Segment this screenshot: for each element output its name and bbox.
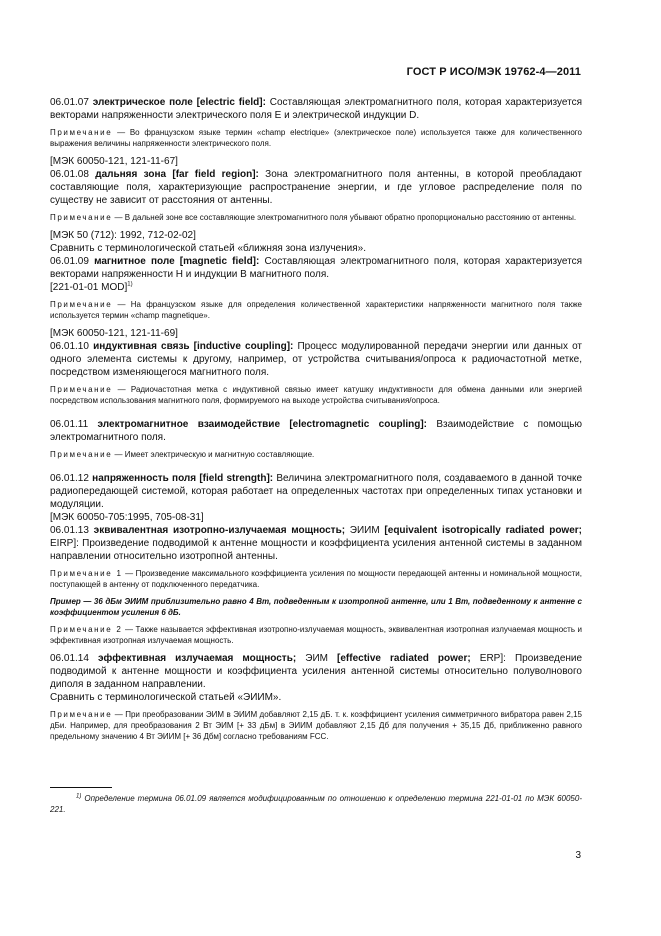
term-entry-06-01-10: [50, 340, 582, 379]
term-number: 06.01.14: [50, 653, 89, 664]
note-text: — При преобразовании ЭИМ в ЭИИМ добавляют 2,15 дБ. т. к. коэффициент усиления симметричного вибратора равен 2,15 дБи. Например, для преобразования 2 Вт ЭИМ [+ 33 дБм] в ЭИИМ добавляют 2,15 Дб для получения + 35,15 Дб, приближенно равного предельному значению 4 Вт ЭИИМ [+ 36 Дбм] согласно требованиям FCC.: [50, 710, 582, 741]
term-name-english: [effective radiated power;: [337, 653, 471, 664]
note-text: — На французском языке для определения количественной характеристики напряженности магнитного поля также используется термин «champ magnetique».: [50, 300, 582, 320]
term-entry-06-01-12: [50, 472, 582, 511]
term-definition: Взаимодействие с помощью электромагнитного поля.: [50, 419, 583, 443]
note-label: Примечание: [50, 450, 113, 459]
term-see-also: Сравнить с терминологической статьей «ближняя зона излучения».: [50, 243, 366, 254]
term-note: [50, 127, 582, 149]
note-label: Примечание: [50, 213, 113, 222]
term-name: электрическое поле [electric field]:: [92, 97, 266, 108]
term-name: индуктивная связь [inductive coupling]:: [93, 341, 294, 352]
term-definition: Величина электромагнитного поля, создаваемого в данной точке радиопередающей системой, которая работает на определенных частотах при определенных типах установки и модуляции.: [50, 473, 583, 510]
note-text: — Произведение максимального коэффициента усиления по мощности передающей антенны и номинальной мощности, поступающей в антенну от подключенного передатчика.: [50, 569, 582, 589]
term-reference: [50, 281, 582, 294]
footnote-divider: [50, 787, 112, 788]
term-number: 06.01.12: [50, 473, 89, 484]
term-entry-06-01-07: [50, 96, 582, 122]
term-source: [МЭК 50 (712): 1992, 712-02-02]: [50, 230, 196, 241]
note-text: — Также называется эффективная изотропно-излучаемая мощность, эквивалентная изотропная излучаемая мощность и эффективная изотропная излучаемая мощность.: [50, 625, 582, 645]
term-abbreviation-english: EIRP]:: [50, 538, 79, 549]
note-label: Примечание: [50, 300, 113, 309]
term-number: 06.01.09: [50, 256, 89, 267]
term-definition: Процесс модулированной передачи энергии или данных от одного элемента системы к другому, например, от устройства считывания/опроса к радиочастотной метке, посредством изменяющегося магнитного поля.: [50, 341, 583, 378]
footnote-marker: 1): [76, 793, 82, 800]
term-name: дальняя зона [far field region]:: [95, 169, 259, 180]
term-entry-06-01-09: [50, 255, 582, 281]
terms-content: [50, 96, 582, 748]
term-abbreviation-english: ERP]:: [479, 653, 506, 664]
term-note: [50, 299, 582, 321]
note-label: Примечание 2: [50, 625, 123, 634]
term-number: 06.01.13: [50, 525, 89, 536]
term-abbreviation: ЭИМ: [305, 653, 328, 664]
term-name: электромагнитное взаимодействие [electromagnetic coupling]:: [97, 419, 428, 430]
term-number: 06.01.07: [50, 97, 89, 108]
term-note: [50, 212, 582, 223]
term-definition: Составляющая электромагнитного поля, которая характеризуется векторами напряженности электрического поля E и электрической индукции D.: [50, 97, 583, 121]
note-label: Примечание: [50, 710, 113, 719]
term-note-1: [50, 568, 582, 590]
term-number: 06.01.10: [50, 341, 89, 352]
reference-text: [221-01-01 MOD]: [50, 282, 128, 293]
term-name: эффективная излучаемая мощность;: [98, 653, 297, 664]
term-source: [МЭК 60050-121, 121-11-67]: [50, 156, 178, 167]
term-name-english: [equivalent isotropically radiated power;: [384, 525, 582, 536]
term-entry-06-01-13: [50, 524, 582, 563]
term-definition: Зона электромагнитного поля антенны, в которой преобладают составляющие поля, характеризующие распространение энергии, и где угловое распределение поля по существу не зависит от расстояния от антенны.: [50, 169, 582, 206]
term-definition: Произведение подводимой к антенне мощности и коэффициента усиления антенной системы относительно полуволнового диполя в заданном направлении.: [50, 653, 583, 690]
term-source: [МЭК 60050-705:1995, 705-08-31]: [50, 512, 204, 523]
term-abbreviation: ЭИИМ: [349, 525, 380, 536]
term-entry-06-01-08: [50, 168, 582, 207]
note-text: — Во французском языке термин «champ electrique» (электрическое поле) используется также для количественного выражения величины напряженности электрического поля.: [50, 128, 582, 148]
term-note: [50, 449, 582, 460]
footnote-marker: 1): [127, 281, 133, 288]
term-definition: Составляющая электромагнитного поля, которая характеризуется векторами напряженности H и индукции B магнитного поля.: [50, 256, 582, 280]
note-label: Примечание: [50, 385, 113, 394]
note-text: — В дальней зоне все составляющие электромагнитного поля убывают обратно пропорционально расстоянию от антенны.: [114, 213, 577, 222]
term-name: эквивалентная изотропно-излучаемая мощность;: [93, 525, 346, 536]
term-number: 06.01.08: [50, 169, 89, 180]
term-note-2: [50, 624, 582, 646]
term-see-also: Сравнить с терминологической статьей «ЭИИМ».: [50, 692, 282, 703]
term-name: напряженность поля [field strength]:: [92, 473, 274, 484]
page-number: 3: [575, 850, 581, 861]
term-note: [50, 709, 582, 742]
note-text: — Имеет электрическую и магнитную составляющие.: [114, 450, 315, 459]
term-entry-06-01-11: [50, 418, 582, 444]
term-name: магнитное поле [magnetic field]:: [94, 256, 260, 267]
footnote: [50, 793, 582, 815]
term-note: [50, 384, 582, 406]
note-label: Примечание 1: [50, 569, 123, 578]
footnote-text: Определение термина 06.01.09 является модифицированным по отношению к определению термина 221-01-01 по МЭК 60050-221.: [50, 794, 582, 814]
term-source: [МЭК 60050-121, 121-11-69]: [50, 328, 178, 339]
note-label: Примечание: [50, 128, 113, 137]
term-definition: Произведение подводимой к антенне мощности и коэффициента усиления антенной системы в заданном направлении относительно изотропной антенны.: [50, 538, 583, 562]
term-example: Пример — 36 дБм ЭИИМ приблизительно равно 4 Вт, подведенным к изотропной антенне, или 1 Вт, подведенному к антенне с коэффициентом усиления 6 дБ.: [50, 597, 582, 617]
note-text: — Радиочастотная метка с индуктивной связью имеет катушку индуктивности для обмена данными или энергией посредством использования магнитного поля, формируемого на выходе устройства считывания/опроса.: [50, 385, 582, 405]
standard-header: ГОСТ Р ИСО/МЭК 19762-4—2011: [406, 66, 581, 78]
term-number: 06.01.11: [50, 419, 89, 430]
term-entry-06-01-14: [50, 652, 582, 691]
